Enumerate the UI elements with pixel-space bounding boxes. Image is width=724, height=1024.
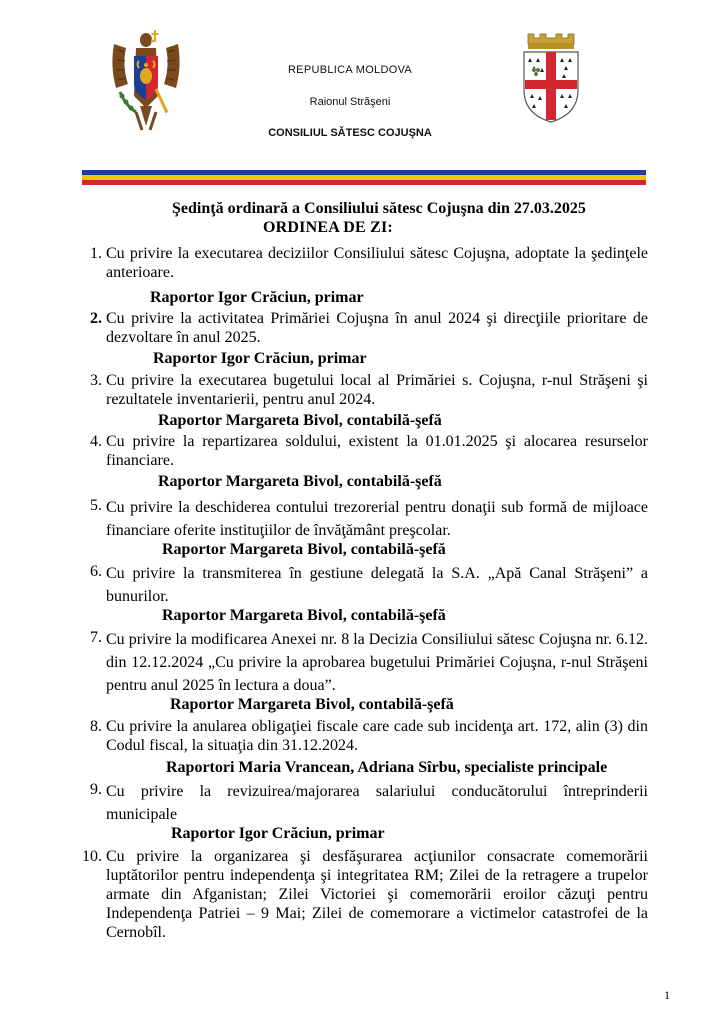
item-text: Cu privire la anularea obligaţiei fiscale care cade sub incidenţa art. 172, alin (3) din Codul fiscal, la situaţia din 31.12.2024. (106, 718, 648, 754)
session-title: Şedinţă ordinară a Consiliului sătesc Cojuşna din 27.03.2025 (172, 200, 586, 217)
agenda-item (80, 780, 648, 826)
red-stripe (82, 180, 646, 185)
header-district: Raionul Străşeni (309, 96, 391, 108)
item-number: 4. (90, 433, 102, 450)
item-text: Cu privire la deschiderea contului trezorerial pentru donaţii sub formă de mijloace financiare oferite instituţiilor de învăţământ preşcolar. (106, 499, 648, 539)
item-rapporteur: Raportor Igor Crăciun, primar (150, 289, 364, 306)
agenda-item (80, 717, 648, 755)
item-number: 3. (90, 372, 102, 389)
agenda-item (80, 244, 648, 282)
item-text: Cu privire la organizarea şi desfăşurarea acţiunilor consacrate comemorării luptătorilor pentru independenţa şi integritatea RM; Zilei de la retragere a trupelor armate din Afganistan; Zilei Victoriei şi comemorării eroilor căzuţi pentru Independenţa Patriei – 9 Mai; Zilei de comemorare a victimelor catastrofei de la Cernobîl. (106, 848, 648, 941)
item-text: Cu privire la modificarea Anexei nr. 8 la Decizia Consiliului sătesc Cojuşna nr. 6.12. din 12.12.2024 „Cu privire la aprobarea bugetului Primăriei Cojuşna, r-nul Străşeni pentru anul 2025 în lectura a doua”. (106, 631, 648, 694)
agenda-item (80, 371, 648, 409)
item-number: 7. (90, 629, 102, 646)
item-text: Cu privire la transmiterea în gestiune delegată la S.A. „Apă Canal Străşeni” a bunurilor. (106, 565, 648, 605)
item-text: Cu privire la repartizarea soldului, existent la 01.01.2025 şi alocarea resurselor financiare. (106, 433, 648, 469)
item-text: Cu privire la executarea bugetului local al Primăriei s. Cojuşna, r-nul Străşeni şi rezultatele inventarierii, pentru anul 2024. (106, 372, 648, 408)
agenda-item (80, 628, 648, 697)
item-number: 10. (82, 848, 102, 865)
header-council: CONSILIUL SĂTESC COJUŞNA (268, 127, 432, 139)
item-rapporteur: Raportor Margareta Bivol, contabilă-şefă (162, 541, 446, 558)
item-rapporteur: Raportor Margareta Bivol, contabilă-şefă (158, 473, 442, 490)
item-number: 1. (90, 245, 102, 262)
item-number: 5. (90, 497, 102, 514)
flag-stripes (82, 170, 646, 185)
item-rapporteur: Raportor Margareta Bivol, contabilă-şefă (158, 412, 442, 429)
item-rapporteur: Raportor Igor Crăciun, primar (171, 825, 385, 842)
agenda-title: ORDINEA DE ZI: (263, 219, 393, 236)
item-text: Cu privire la activitatea Primăriei Cojuşna în anul 2024 şi direcţiile prioritare de dezvoltare în anul 2025. (106, 310, 648, 346)
item-rapporteur: Raportor Margareta Bivol, contabilă-şefă (170, 696, 454, 713)
item-number: 9. (90, 781, 102, 798)
item-rapporteur: Raportor Igor Crăciun, primar (153, 350, 367, 367)
moldova-coat-of-arms-icon (106, 26, 186, 132)
cojusna-coat-of-arms-icon (520, 30, 582, 124)
agenda-item (80, 562, 648, 608)
item-number: 2. (90, 310, 102, 327)
item-number: 6. (90, 563, 102, 580)
agenda-item (80, 309, 648, 347)
agenda-item (80, 496, 648, 542)
item-rapporteur: Raportori Maria Vrancean, Adriana Sîrbu, specialiste principale (166, 759, 608, 776)
item-text: Cu privire la executarea deciziilor Consiliului sătesc Cojuşna, adoptate la şedinţele anterioare. (106, 245, 648, 281)
page-number: 1 (664, 988, 670, 1002)
agenda-item (80, 432, 648, 470)
header-country: REPUBLICA MOLDOVA (287, 64, 413, 76)
item-number: 8. (90, 718, 102, 735)
agenda-item (80, 847, 648, 942)
item-text: Cu privire la revizuirea/majorarea salariului conducătorului întreprinderii municipale (106, 783, 648, 823)
item-rapporteur: Raportor Margareta Bivol, contabilă-şefă (162, 607, 446, 624)
